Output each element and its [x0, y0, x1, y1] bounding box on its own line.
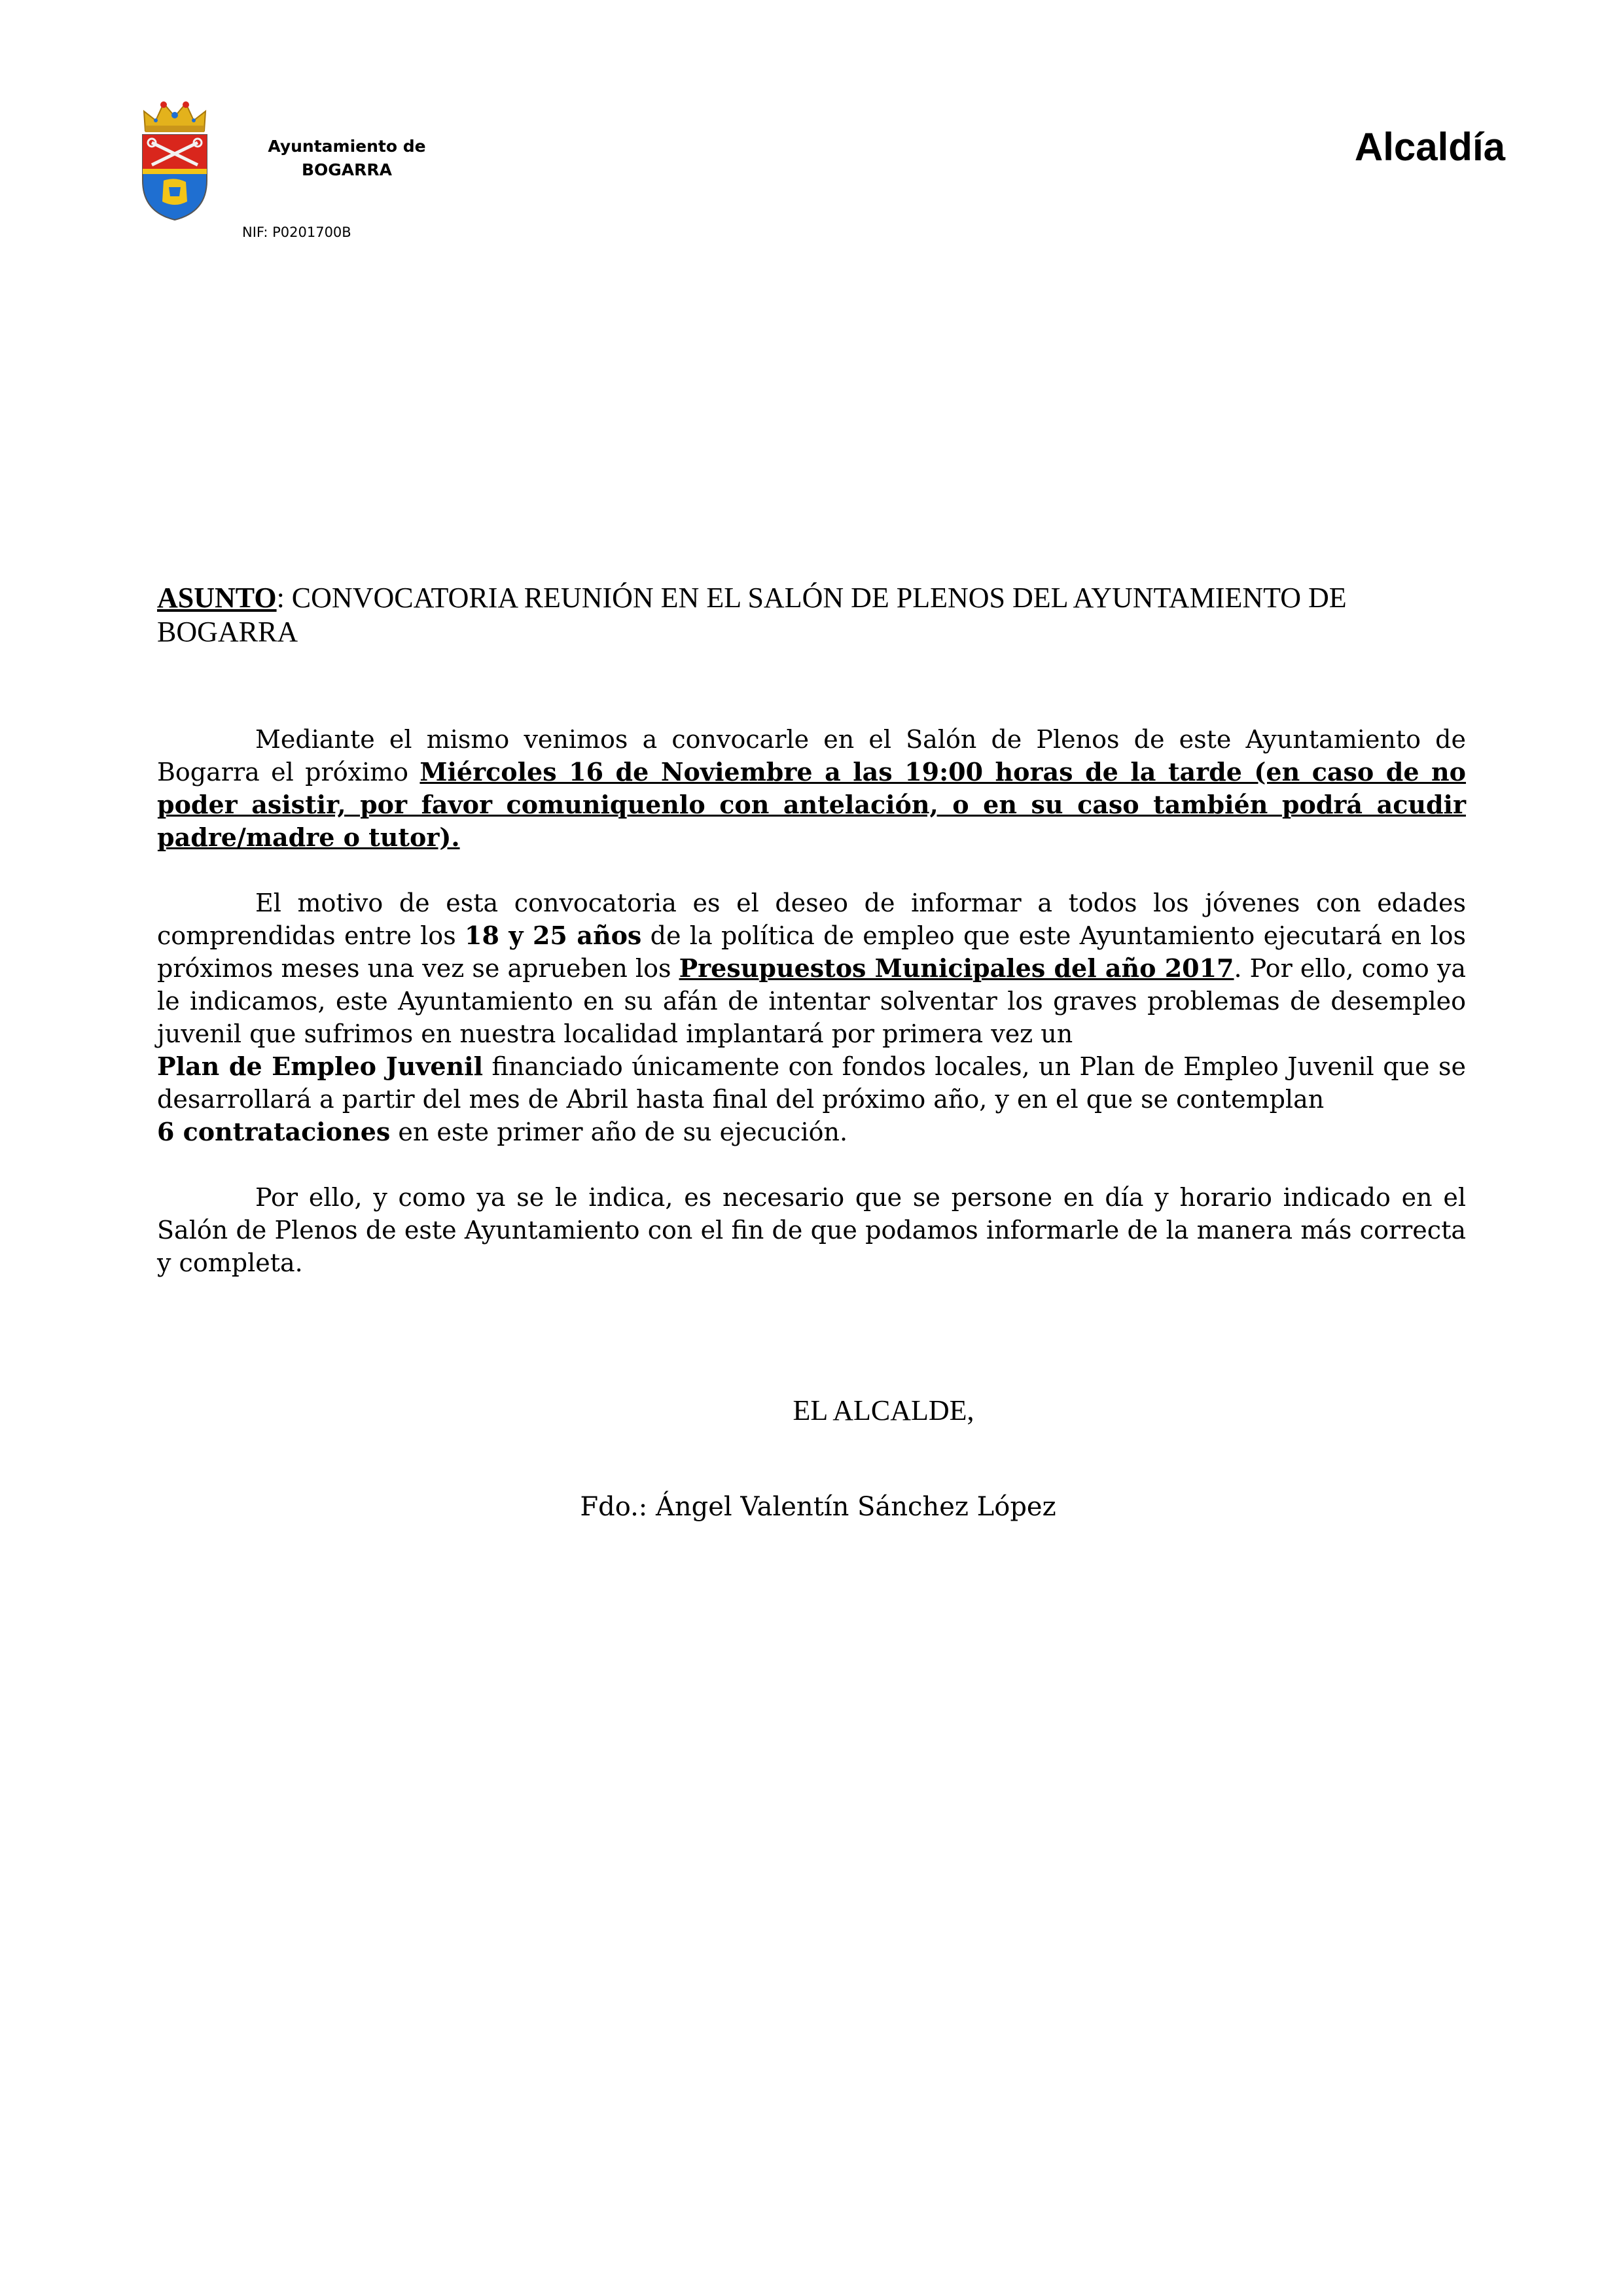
- age-range-text: 18 y 25 años: [465, 921, 642, 950]
- paragraph-1-text: Mediante el mismo venimos a convocarle en el Salón de Plenos de este Ayuntamiento de Bogarra el próximo: [157, 725, 1466, 786]
- coat-of-arms-icon: [139, 97, 211, 221]
- paragraph-3: Por ello, y como ya se le indica, es necesario que se persone en día y horario indicado en el Salón de Plenos de este Ayuntamiento con el fin de que podamos informarle de la manera más correcta y completa.: [157, 1183, 1466, 1277]
- subject-key: ASUNTO: [157, 582, 277, 614]
- letter-body: [157, 581, 1466, 1279]
- paragraph-2-text-b: de la política de empleo que este Ayuntamiento ejecutará en los próximos meses una vez se aprueben los: [157, 921, 1467, 983]
- paragraph-2-text-d: financiado únicamente con fondos locales, un Plan de Empleo Juvenil que se desarrollará a partir del mes de Abril hasta final del próximo año, y en el que se contemplan: [157, 1052, 1466, 1114]
- paragraph-2-text-a: El motivo de esta convocatoria es el deseo de informar a todos los jóvenes con edades comprendidas entre los: [157, 889, 1466, 950]
- signature-title: EL ALCALDE,: [793, 1394, 974, 1426]
- department-title: Alcaldía: [1354, 125, 1505, 169]
- signature-name: Fdo.: Ángel Valentín Sánchez López: [580, 1492, 1056, 1522]
- meeting-date-text: Miércoles 16 de Noviembre a las 19:00 horas de la tarde (en caso de no poder asistir, por favor comuniquenlo con antelación, o en su caso también podrá acudir padre/madre o tutor).: [157, 757, 1467, 852]
- organization-name: [236, 135, 458, 182]
- paragraph-1: [157, 723, 1466, 854]
- paragraph-2-text-e: en este primer año de su ejecución.: [390, 1118, 848, 1146]
- contracts-text: 6 contrataciones: [157, 1117, 391, 1146]
- subject-text: : CONVOCATORIA REUNIÓN EN EL SALÓN DE PLENOS DEL AYUNTAMIENTO DE BOGARRA: [157, 582, 1347, 648]
- paragraph-2: [157, 887, 1466, 1148]
- youth-plan-text: Plan de Empleo Juvenil: [157, 1051, 484, 1081]
- subject-line: [157, 581, 1466, 649]
- nif-label: NIF: P0201700B: [242, 224, 351, 240]
- paragraph-2-text-c: . Por ello, como ya le indicamos, este Ayuntamiento en su afán de intentar solventar los graves problemas de desempleo juvenil que sufrimos en nuestra localidad implantará por primera vez un: [157, 954, 1466, 1048]
- organization-name-line2: BOGARRA: [301, 160, 393, 179]
- budget-text: Presupuestos Municipales del año 2017: [679, 953, 1234, 983]
- organization-name-line1: Ayuntamiento de: [268, 137, 426, 156]
